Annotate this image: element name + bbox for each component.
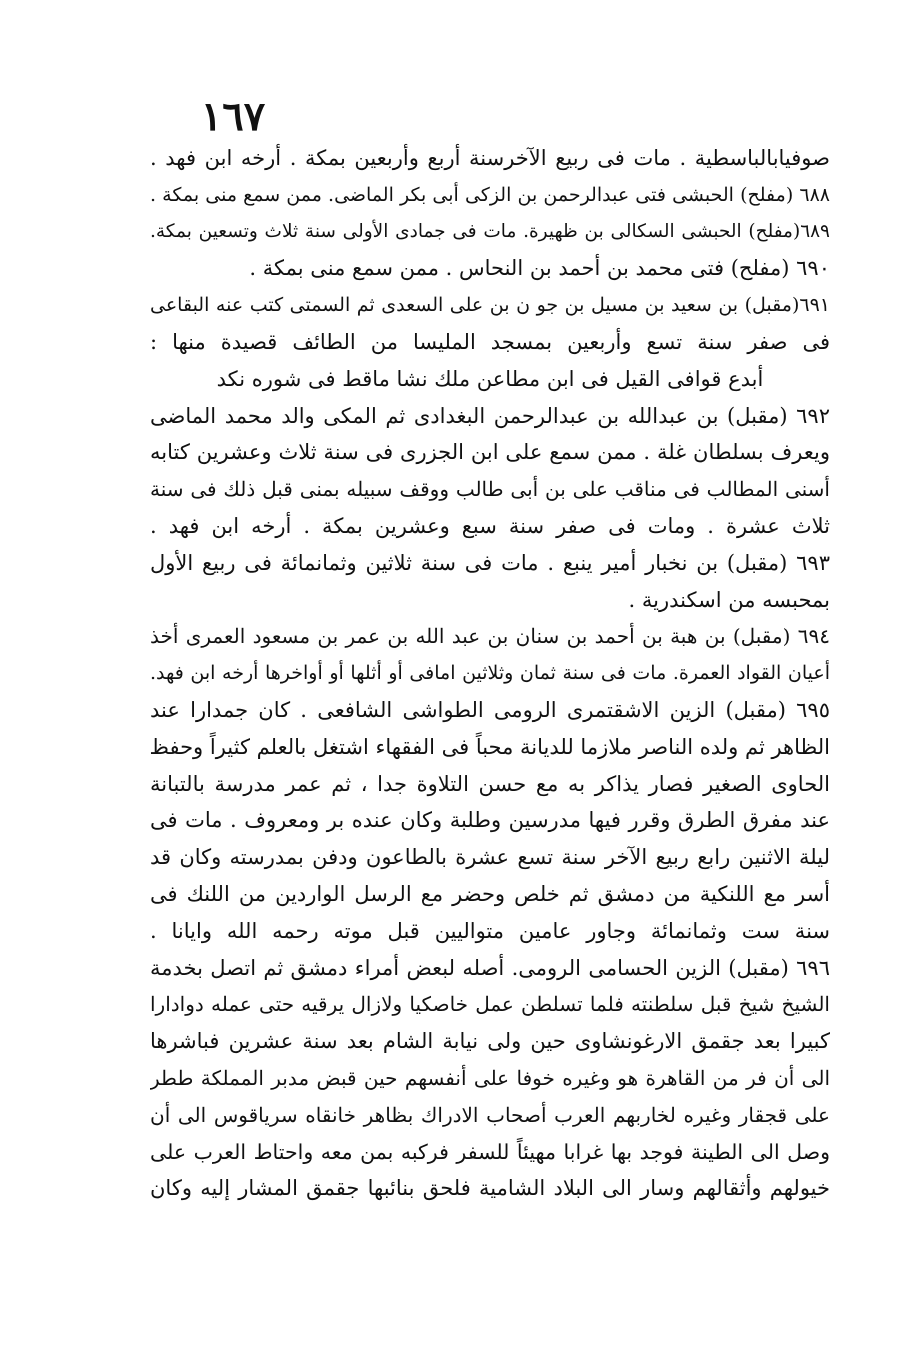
text-line: على قجقار وغيره لخاربهم العرب أصحاب الادراك بظاهر خانقاه سرياقوس الى أن: [150, 1102, 830, 1127]
text-line: فى صفر سنة تسع وأربعين بمسجد المليسا من الطائف قصيدة منها :: [150, 329, 830, 354]
text-line: ٦٨٩(مفلح) الحبشى السكالى بن ظهيرة. مات فى جمادى الأولى سنة ثلاث وتسعين بمكة.: [150, 220, 830, 242]
text-line: ٦٨٨ (مفلح) الحبشى فتى عبدالرحمن بن الزكى أبى بكر الماضى. ممن سمع منى بمكة .: [150, 183, 830, 206]
text-line: صوفيابالباسطية . مات فى ربيع الآخرسنة أربع وأربعين بمكة . أرخه ابن فهد .: [150, 146, 830, 170]
text-line: ٦٩٦ (مقبل) الزين الحسامى الرومى. أصله لبعض أمراء دمشق ثم اتصل بخدمة: [150, 955, 830, 980]
text-line: الى أن فر من القاهرة هو وغيره خوفا على أنفسهم حين قبض مدبر المملكة ططر: [150, 1065, 830, 1090]
text-line: ٦٩١(مقبل) بن سعيد بن مسيل بن جو ن بن على السعدى ثم السمتى كتب عنه البقاعى: [150, 294, 830, 317]
text-line: أسنى المطالب فى مناقب على بن أبى طالب ووقف سبيله بمنى قبل ذلك فى سنة: [150, 477, 830, 502]
text-line: ويعرف بسلطان غلة . ممن سمع على ابن الجزرى فى سنة ثلاث وعشرين كتابه: [150, 440, 830, 465]
text-body: [150, 140, 830, 1207]
text-line: ٦٩٠ (مفلح) فتى محمد بن أحمد بن النحاس . ممن سمع منى بمكة .: [249, 256, 830, 281]
text-line: ليلة الاثنين رابع ربيع الآخر سنة تسع عشرة بالطاعون ودفن بمدرسته وكان قد: [150, 845, 830, 870]
text-line: ٦٩٣ (مقبل) بن نخبار أمير ينبع . مات فى سنة ثلاثين وثمانمائة فى ربيع الأول: [150, 550, 830, 575]
page-number: ١٦٧: [200, 93, 266, 140]
text-line: ٦٩٥ (مقبل) الزين الاشقتمرى الرومى الطواشى الشافعى . كان جمدارا عند: [150, 697, 830, 722]
text-line: عند مفرق الطرق وقرر فيها مدرسين وطلبة وكان عنده بر ومعروف . مات فى: [150, 808, 830, 833]
text-line: الحاوى الصغير فصار يذاكر به مع حسن التلاوة جدا ، ثم عمر مدرسة بالتبانة: [150, 771, 830, 796]
text-line: وصل الى الطينة فوجد بها غرابا مهيئاً للسفر فركبه بمن معه واحتاط العرب على: [150, 1139, 830, 1164]
text-line: سنة ست وثمانمائة وجاور عامين متواليين قبل موته رحمه الله وايانا .: [150, 918, 830, 943]
text-line: ٦٩٢ (مقبل) بن عبدالله بن عبدالرحمن البغدادى ثم المكى والد محمد الماضى: [150, 403, 830, 428]
text-line: ثلاث عشرة . ومات فى صفر سنة سبع وعشرين بمكة . أرخه ابن فهد .: [150, 513, 830, 538]
text-line: خيولهم وأثقالهم وسار الى البلاد الشامية فلحق بنائبها جقمق المشار إليه وكان: [150, 1176, 830, 1201]
text-line: أسر مع اللنكية من دمشق ثم خلص وحضر مع الرسل الواردين من اللنك فى: [150, 881, 830, 906]
text-line: كبيرا بعد جقمق الارغونشاوى حين ولى نيابة الشام بعد سنة عشرين فباشرها: [150, 1029, 830, 1054]
poem-verse: أبدع قوافى القيل فى ابن مطاعن ملك نشا ماقط فى شوره نكد: [216, 366, 764, 391]
text-line: ٦٩٤ (مقبل) بن هبة بن أحمد بن سنان بن عبد الله بن عمر بن مسعود العمرى أخذ: [150, 624, 830, 649]
text-line: بمحبسه من اسكندرية .: [628, 587, 830, 612]
text-line: الظاهر ثم ولده الناصر ملازما للديانة محباً فى الفقهاء اشتغل بالعلم كثيراً وحفظ: [150, 734, 830, 759]
text-line: أعيان القواد العمرة. مات فى سنة ثمان وثلاثين امافى أو أثلها أو أواخرها أرخه ابن فهد.: [150, 662, 830, 685]
text-line: الشيخ شيخ قبل سلطنته فلما تسلطن عمل خاصكيا ولازال يرقيه حتى عمله دوادارا: [150, 992, 830, 1017]
